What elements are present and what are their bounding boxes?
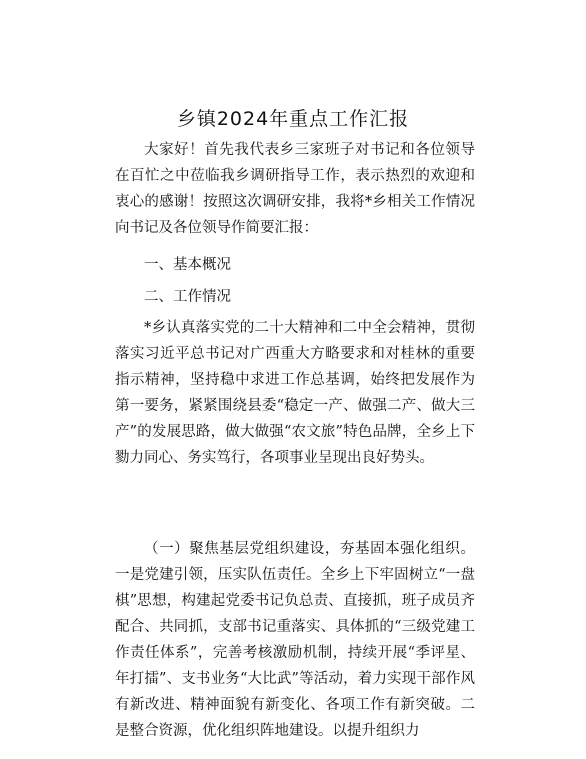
work-status-intro-paragraph: *乡认真落实党的二十大精神和二中全会精神，贯彻落实习近平总书记对广西重大方略要求和对桂林的重要指示精神，坚持稳中求进工作总基调，始终把发展作为第一要务，紧紧围绕县委“稳定一产、做强二产、做大三产”的发展思路，做大做强“农文旅”特色品牌，全乡上下勠力同心、务实笃行，各项事业呈现出良好势头。 xyxy=(115,320,475,466)
document-title: 乡镇2024年重点工作汇报 xyxy=(176,108,410,130)
party-building-paragraph: （一）聚焦基层党组织建设，夯基固本强化组织。一是党建引领，压实队伍责任。全乡上下牢固树立“一盘棋”思想，构建起党委书记负总责、直接抓，班子成员齐配合、共同抓，支部书记重落实、具体抓的“三级党建工作责任体系”，完善考核激励机制，持续开展“季评星、年打擂”、支书业务“大比武”等活动，着力实现干部作风有新改进、精神面貌有新变化、各项工作有新突破。二是整合资源，优化组织阵地建设。以提升组织力 xyxy=(115,541,475,739)
section-heading-basic-overview: 一、基本概况 xyxy=(144,257,231,273)
section-heading-work-status: 二、工作情况 xyxy=(144,289,231,305)
opening-paragraph: 大家好！首先我代表乡三家班子对书记和各位领导在百忙之中莅临我乡调研指导工作，表示热烈的欢迎和衷心的感谢！按照这次调研安排，我将*乡相关工作情况向书记及各位领导作简要汇报： xyxy=(115,142,475,236)
